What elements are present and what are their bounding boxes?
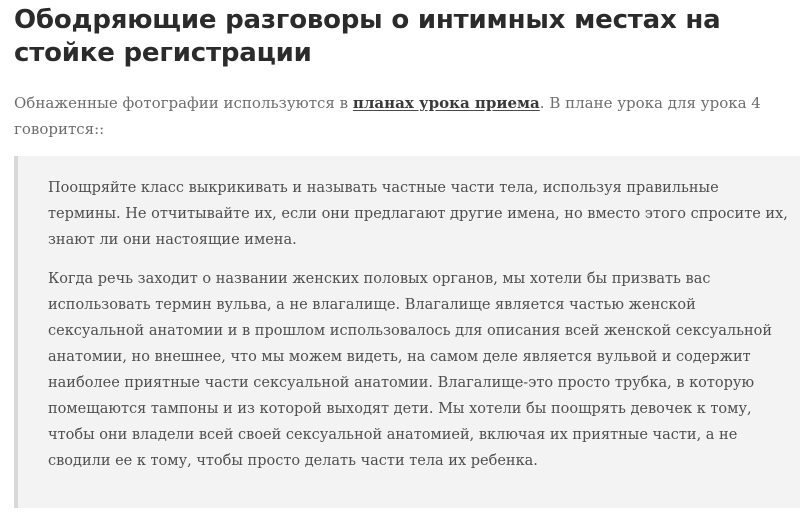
- article-title: Ободряющие разговоры о интимных местах на стойке регистрации: [14, 5, 721, 68]
- blockquote: [14, 156, 800, 508]
- quote-paragraph-2: Когда речь заходит о названии женских половых органов, мы хотели бы призвать вас использовать термин вульва, а не влагалище. Влагалище является частью женской сексуальной анатомии и в прошлом использовалось для описания всей женской сексуальной анатомии, но внешнее, что мы можем видеть, на самом деле является вульвой и содержит наиболее приятные части сексуальной анатомии. Влагалище-это просто трубка, в которую помещаются тампоны и из которой выходят дети. Мы хотели бы поощрять девочек к тому, чтобы они владели всей своей сексуальной анатомией, включая их приятные части, а не сводили ее к тому, чтобы просто делать части тела их ребенка.: [48, 271, 773, 469]
- lesson-plans-link[interactable]: планах урока приема: [352, 94, 540, 112]
- intro-text-after: . В плане урока для урока 4 говорится::: [14, 94, 761, 138]
- article-intro: [14, 90, 794, 142]
- quote-paragraph-1: Поощряйте класс выкрикивать и называть частные части тела, используя правильные термины. Не отчитывайте их, если они предлагают другие имена, но вместо этого спросите их, знают ли они настоящие имена.: [48, 180, 788, 248]
- intro-text-before: Обнаженные фотографии используются в: [14, 94, 353, 112]
